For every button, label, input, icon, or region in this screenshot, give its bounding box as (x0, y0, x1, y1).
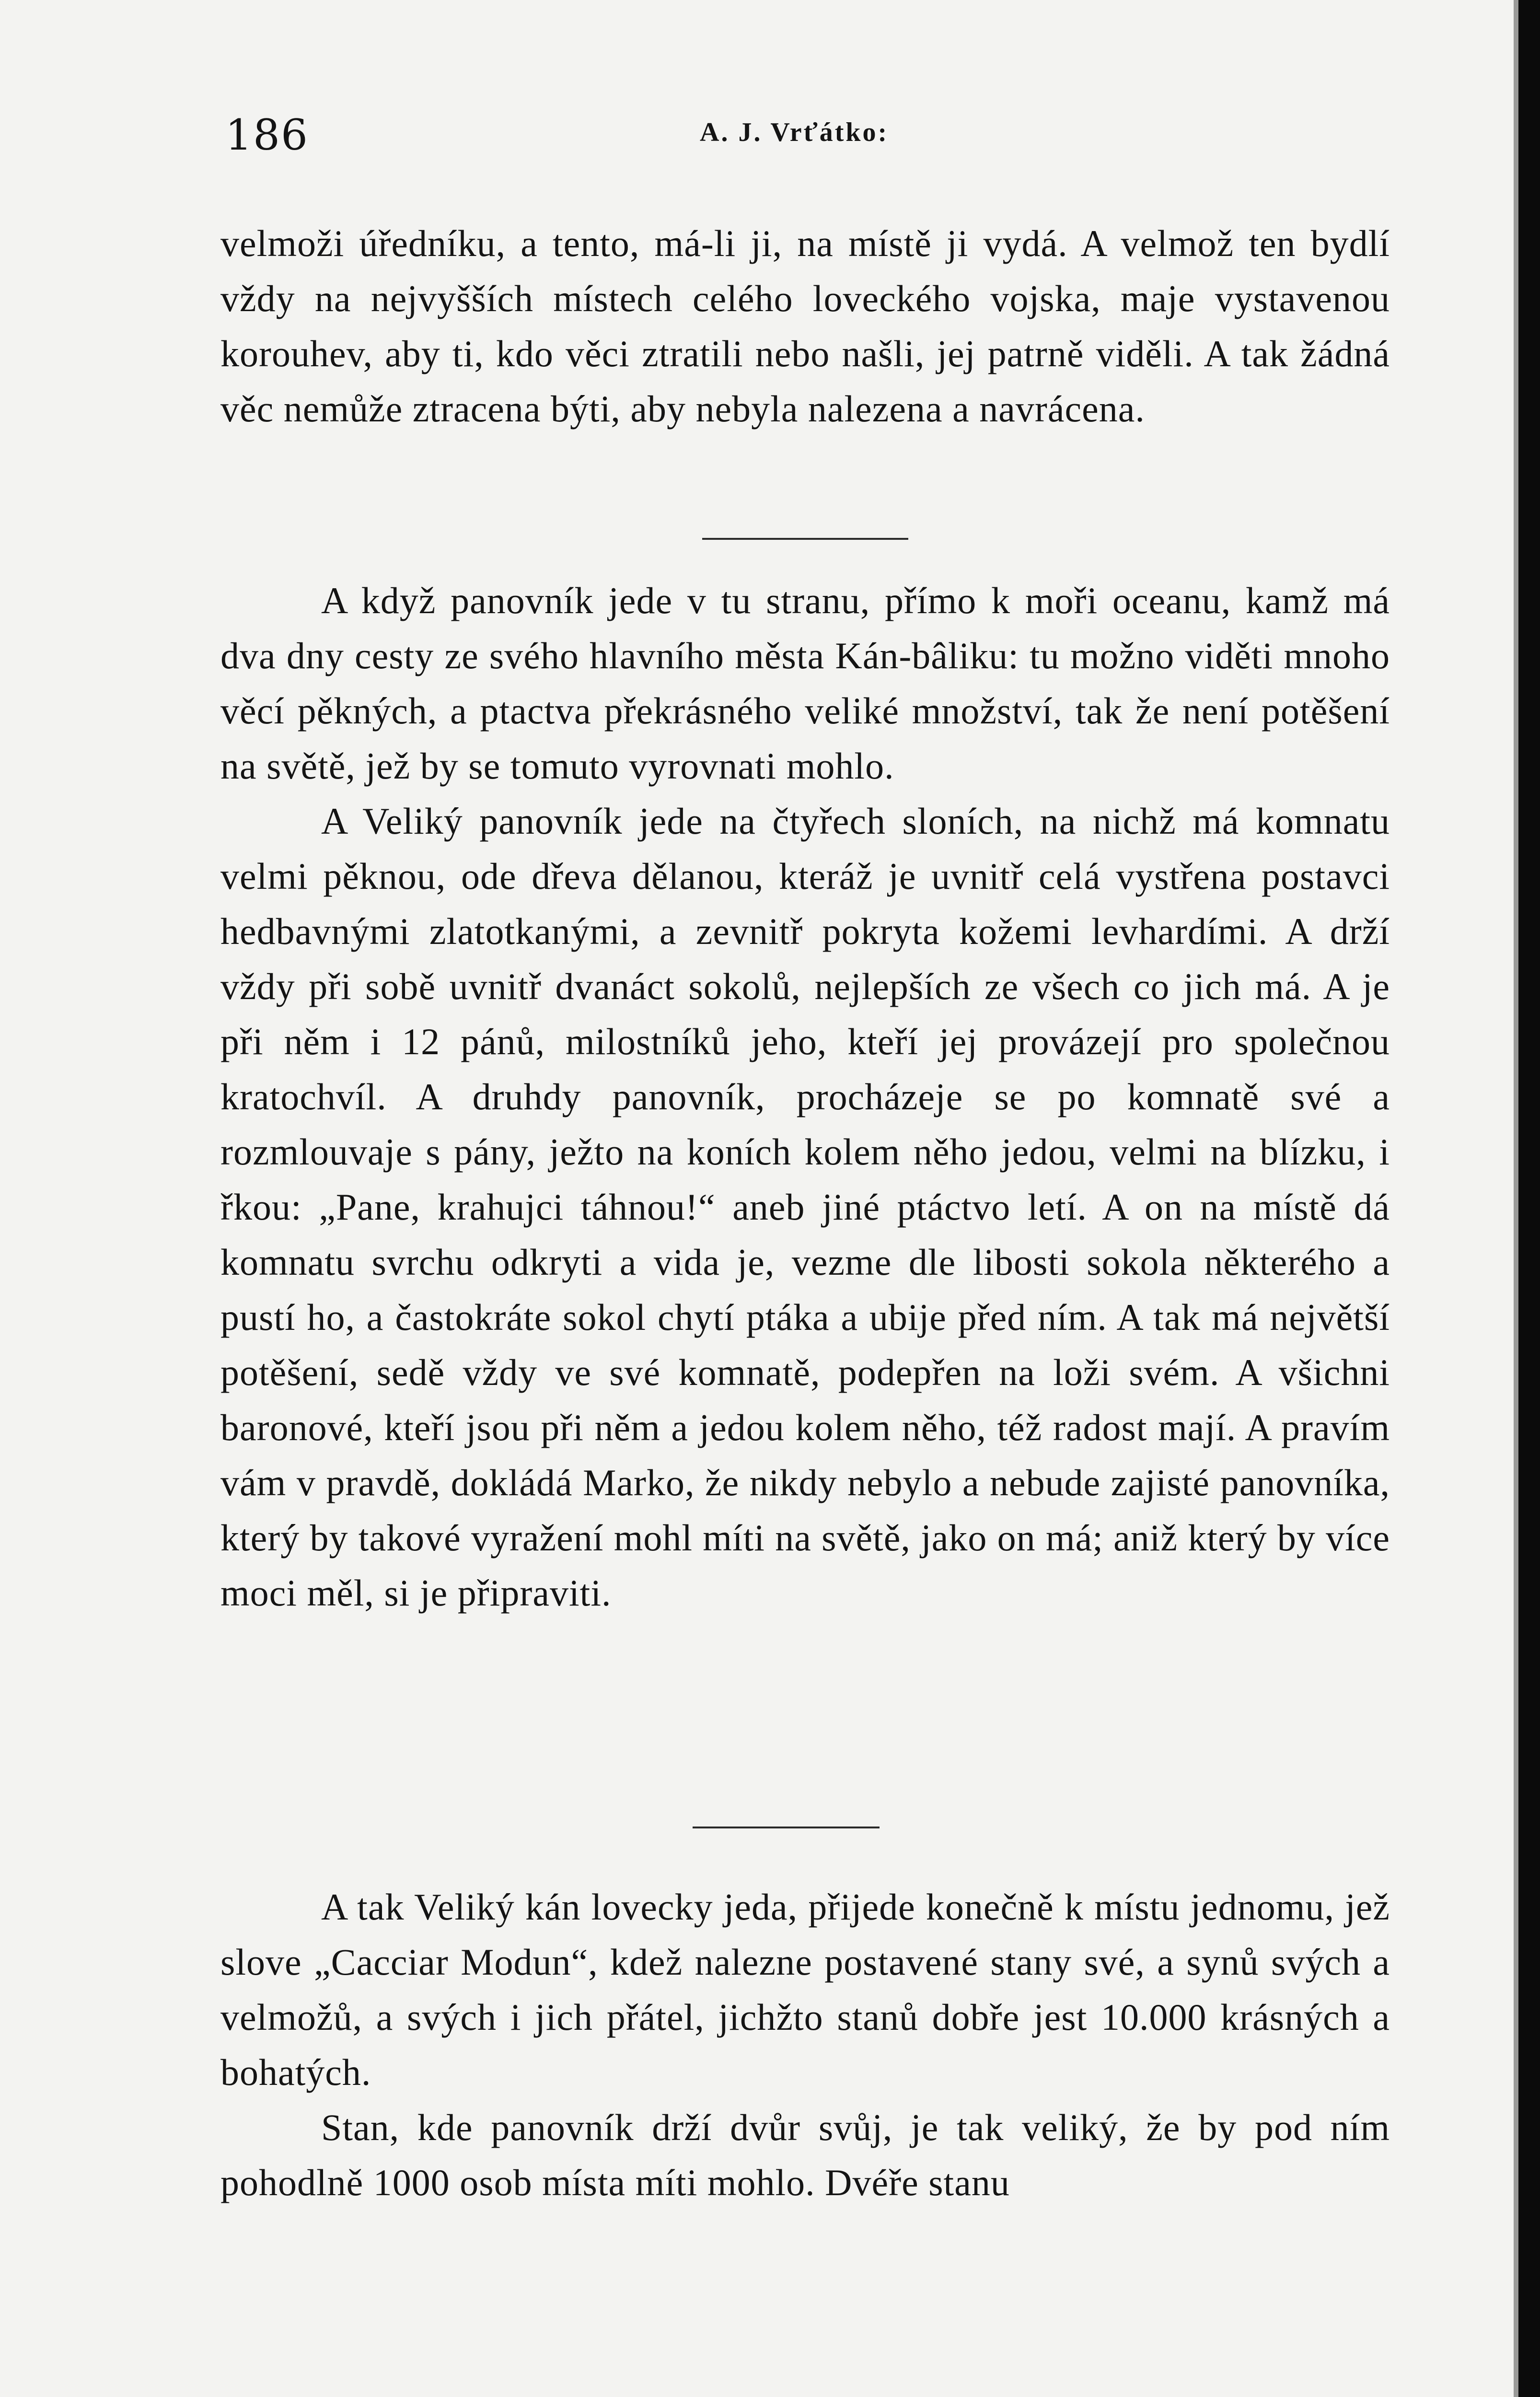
scan-edge (1518, 0, 1540, 2397)
scan-shadow (1514, 0, 1518, 2397)
page-header (225, 110, 1376, 168)
running-head: A. J. Vrťátko: (700, 117, 889, 147)
paragraph: A Veliký panovník jede na čtyřech sloních, na nichž má komnatu velmi pěknou, ode dřeva dělanou, kteráž je uvnitř celá vystřena postavci hedbavnými zlatotkanými, a zevnitř pokryta kožemi levhardími. A drží vždy při sobě uvnitř dvanáct sokolů, nejlepších ze všech co jich má. A je při něm i 12 pánů, milostníků jeho, kteří jej provázejí pro společnou kratochvíl. A druhdy panovník, procházeje se po komnatě své a rozmlouvaje s pány, ježto na koních kolem něho jedou, velmi na blízku, i řkou: „Pane, krahujci táhnou!“ aneb jiné ptáctvo letí. A on na místě dá komnatu svrchu odkryti a vida je, vezme dle libosti sokola některého a pustí ho, a častokráte sokol chytí ptáka a ubije před ním. A tak má největší potěšení, sedě vždy ve své komnatě, podepřen na loži svém. A všichni baronové, kteří jsou při něm a jedou kolem něho, též radost mají. A pravím vám v pravdě, dokládá Marko, že nikdy nebylo a nebude zajisté panovníka, který by takové vyražení mohl míti na světě, jako on má; aniž který by více moci měl, si je připraviti. (220, 800, 1390, 1614)
section-divider (693, 1827, 880, 1828)
text-block-1 (220, 216, 1390, 436)
section-divider (702, 538, 908, 540)
text-block-2 (220, 573, 1390, 1620)
paragraph: A tak Veliký kán lovecky jeda, přijede konečně k místu jednomu, jež slove „Cacciar Modun“, kdež nalezne postavené stany své, a synů svých a velmožů, a svých i jich přátel, jichžto stanů dobře jest 10.000 krásných a bohatých. (220, 1886, 1390, 2093)
paragraph: A když panovník jede v tu stranu, přímo k moři oceanu, kamž má dva dny cesty ze svého hlavního města Kán-bâliku: tu možno viděti mnoho věcí pěkných, a ptactva překrásného veliké množství, tak že není potěšení na světě, jež by se tomuto vyrovnati mohlo. (220, 580, 1390, 787)
page-number: 186 (225, 110, 309, 160)
text-block-3 (220, 1879, 1390, 2210)
paragraph: velmoži úředníku, a tento, má-li ji, na místě ji vydá. A velmož ten bydlí vždy na nejvyšších místech celého loveckého vojska, maje vystavenou korouhev, aby ti, kdo věci ztratili nebo našli, jej patrně viděli. A tak žádná věc nemůže ztracena býti, aby nebyla nalezena a navrácena. (220, 222, 1390, 430)
paragraph: Stan, kde panovník drží dvůr svůj, je tak veliký, že by pod ním pohodlně 1000 osob místa míti mohlo. Dvéře stanu (220, 2106, 1390, 2203)
